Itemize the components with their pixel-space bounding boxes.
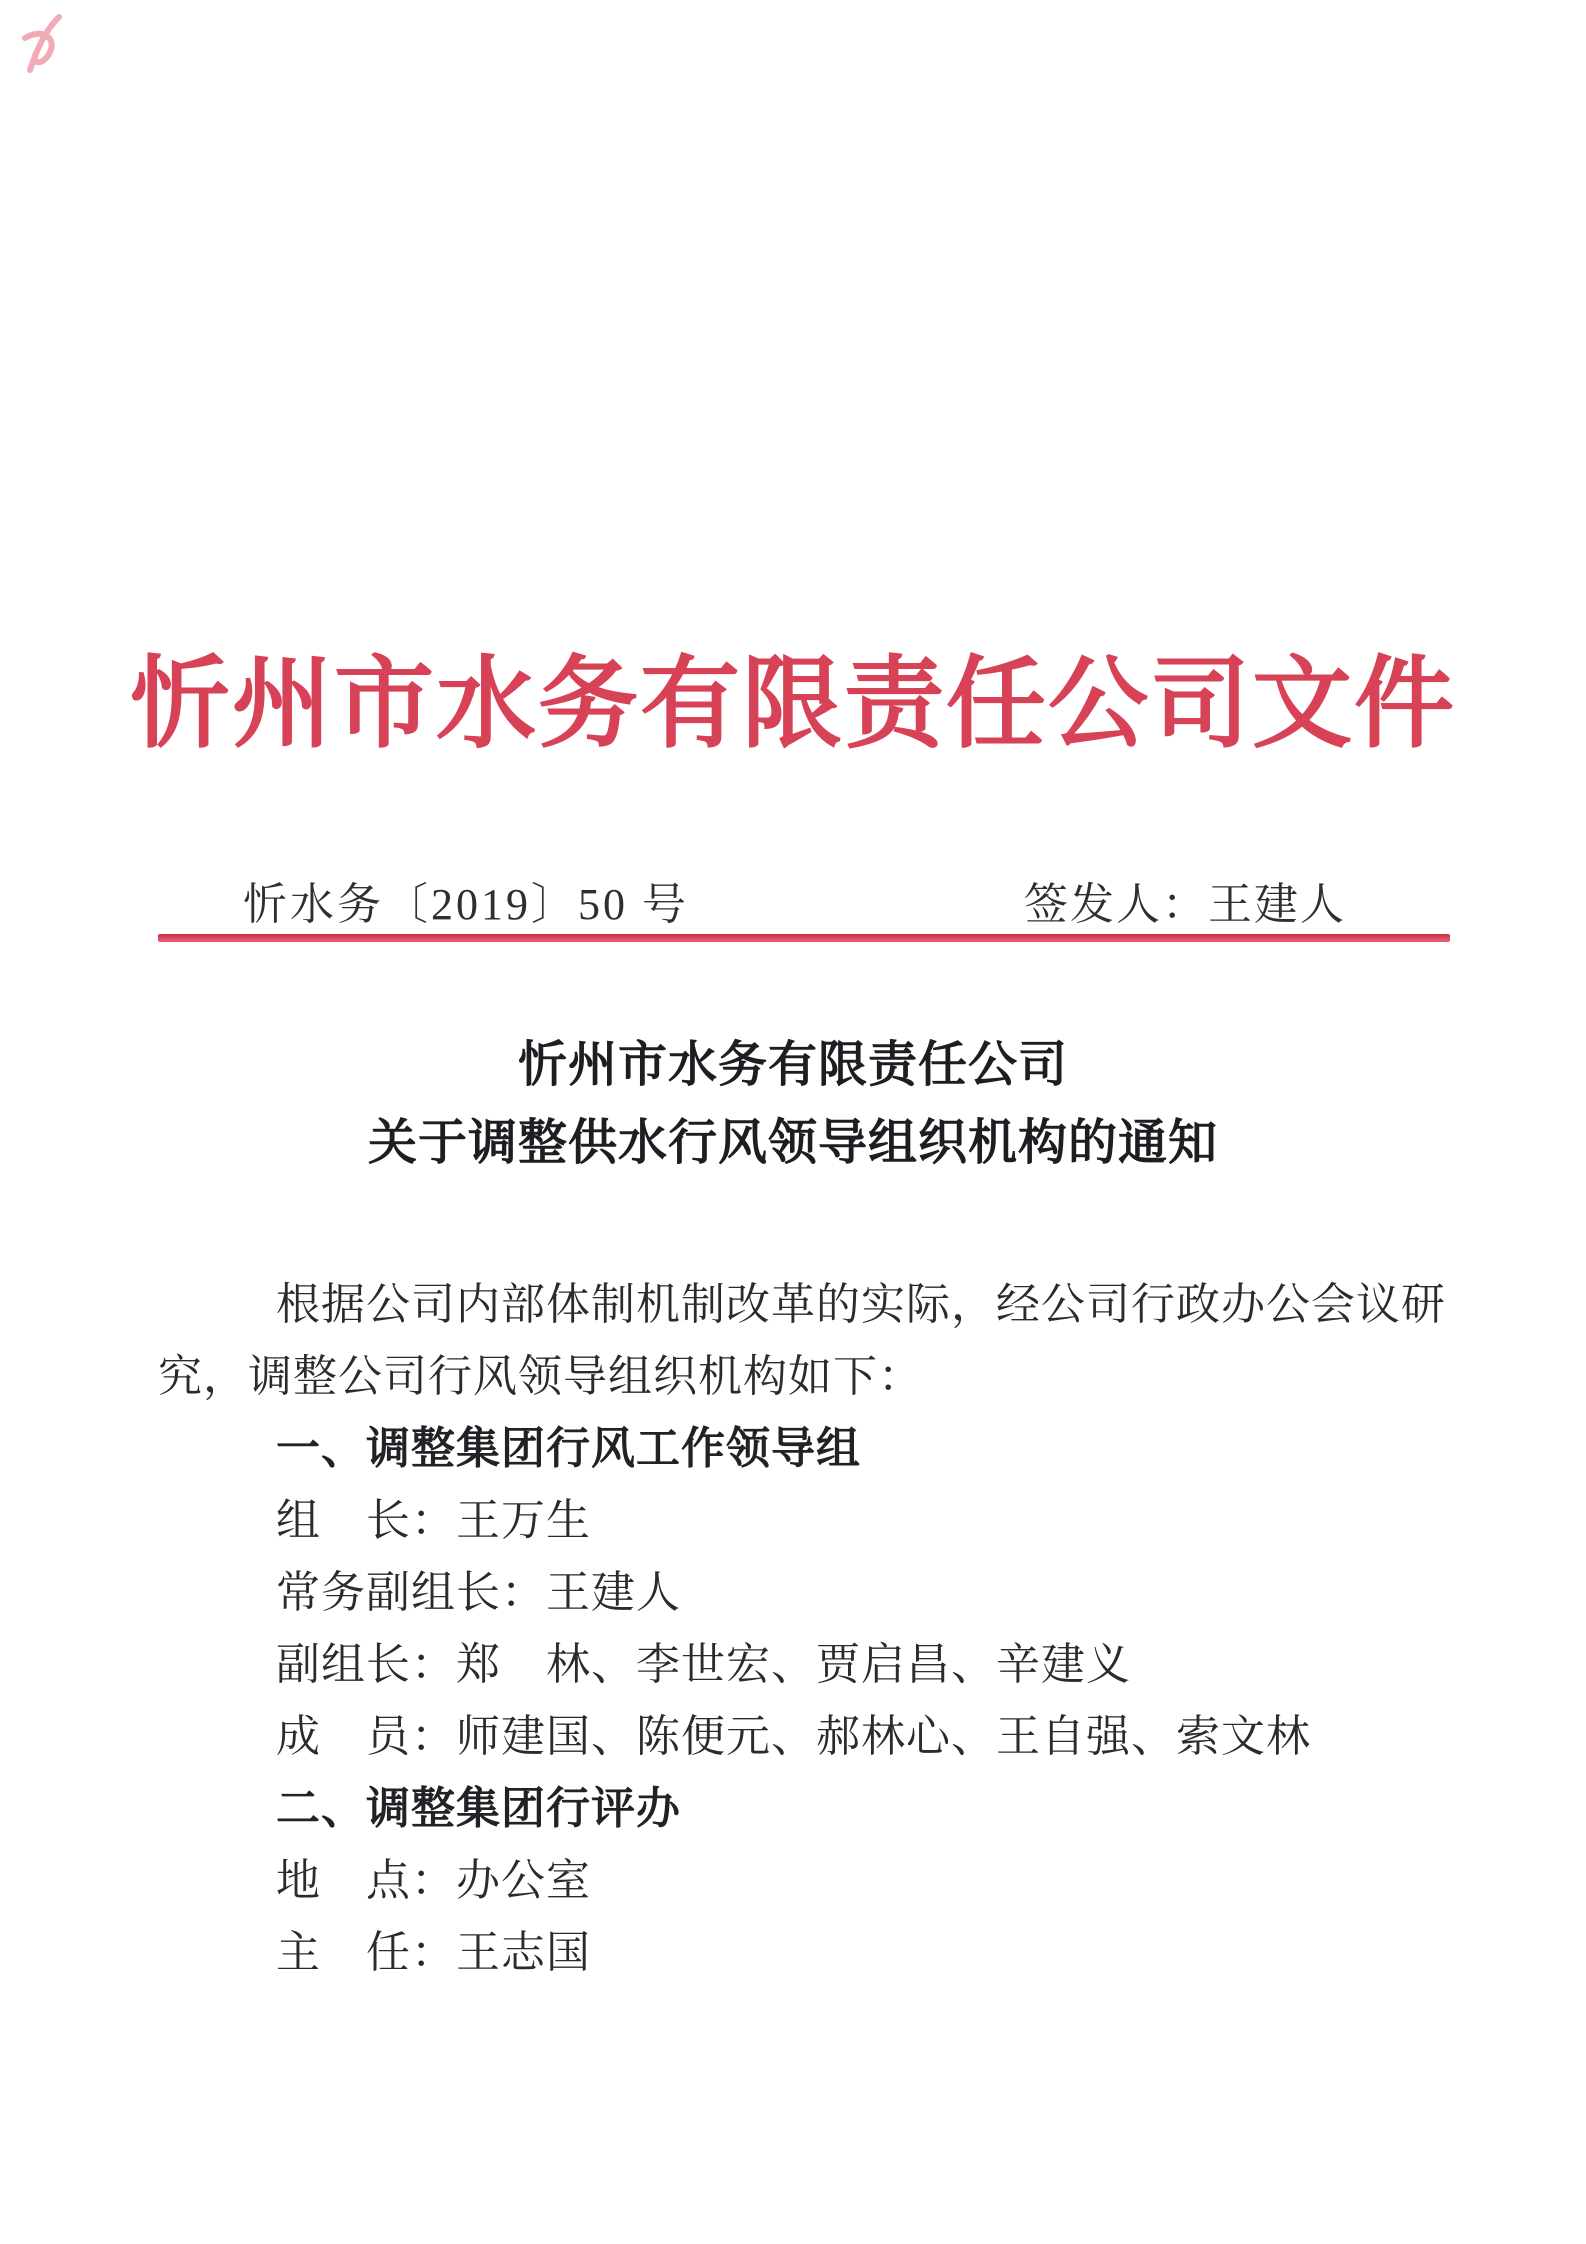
letterhead-title: 忻州市水务有限责任公司文件 [130,649,1456,760]
red-divider-rule [158,934,1450,942]
handwritten-pen-mark [12,8,82,83]
body-line: 组 长：王万生 [276,1496,591,1545]
issuer-name: 签发人：王建人 [1024,880,1346,929]
document-info-row [158,880,1428,930]
body-line: 地 点：办公室 [276,1856,591,1905]
body-line: 成 员：师建国、陈便元、郝林心、王自强、索文林 [276,1712,1311,1761]
body-line: 常务副组长：王建人 [276,1568,681,1617]
body-line: 究，调整公司行风领导组织机构如下： [158,1352,923,1401]
document-body [158,1269,1446,1989]
document-title [0,1026,1586,1182]
body-line: 一、调整集团行风工作领导组 [276,1424,861,1473]
document-title-line1: 忻州市水务有限责任公司 [517,1037,1068,1092]
body-line: 主 任：王志国 [276,1928,591,1977]
body-line: 根据公司内部体制机制改革的实际，经公司行政办公会议研 [276,1280,1446,1329]
document-title-line2: 关于调整供水行风领导组织机构的通知 [367,1115,1218,1170]
document-number: 忻水务〔2019〕50 号 [243,880,689,929]
body-line: 副组长：郑 林、李世宏、贾启昌、辛建义 [276,1640,1131,1689]
body-line: 二、调整集团行评办 [276,1784,681,1833]
